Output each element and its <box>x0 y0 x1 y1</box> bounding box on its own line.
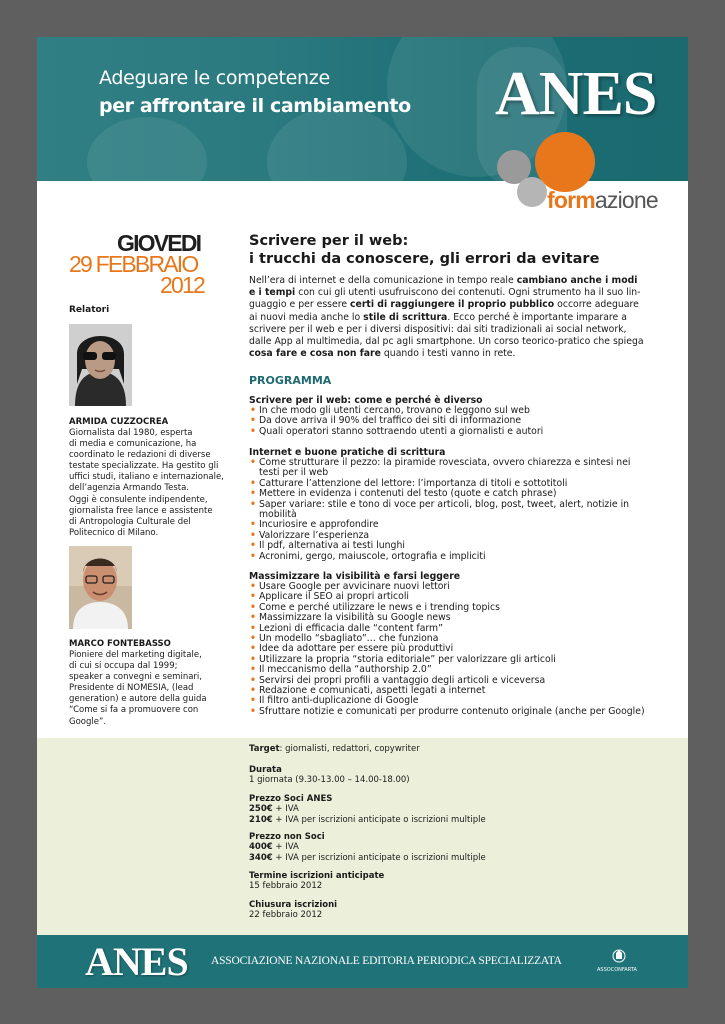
speaker-photo-marco <box>69 546 132 629</box>
nonsoci-price-2: 340€ <box>249 852 273 863</box>
list-item: • Incuriosire e approfondire <box>250 519 379 531</box>
section-heading: Massimizzare la visibilità e farsi leggere <box>249 571 461 582</box>
speaker-bio-line: giornalista free lance e assistente <box>69 505 213 516</box>
assoconfarta-logo <box>597 947 642 977</box>
speakers-heading: Relatori <box>69 305 110 315</box>
durata-info <box>249 765 410 786</box>
nonsoci-price-1: 400€ <box>249 842 273 853</box>
section-list <box>249 582 645 717</box>
list-item: • Il meccanismo della “authorship 2.0” <box>250 664 432 676</box>
list-item: • Servirsi dei propri profili a vantaggio degli articoli e viceversa <box>250 674 546 686</box>
banner-photo-shape <box>267 107 407 181</box>
bullet-icon: • <box>250 664 256 676</box>
list-item: • Un modello “sbagliato”… che funziona <box>250 633 439 645</box>
durata-value: 1 giornata (9.30-13.00 – 14.00-18.00) <box>249 775 410 786</box>
bullet-icon: • <box>250 591 256 603</box>
bullet-icon: • <box>250 405 256 416</box>
nonsoci-price-1-text: + IVA <box>272 842 299 853</box>
intro-line: scrivere per il web e per i diversi dispositivi: dai siti tradizionali ai social network, <box>249 323 627 335</box>
formazione-logo <box>547 187 658 214</box>
soci-price-info <box>249 794 486 825</box>
list-item: • Come strutturare il pezzo: la piramide rovesciata, ovvero chiarezza e sintesi nei <box>250 457 631 468</box>
speaker-bio-line: di Antropologia Culturale del <box>69 516 191 527</box>
speaker-bio-line: Giornalista dal 1980, esperta <box>69 428 193 438</box>
speaker-bio <box>69 428 244 539</box>
bullet-icon: • <box>250 653 256 665</box>
event-day: GIOVEDI <box>117 230 201 256</box>
bullet-icon: • <box>250 477 256 489</box>
event-year: 2012 <box>160 272 204 298</box>
chiusura-label: Chiusura iscrizioni <box>249 900 338 910</box>
bullet-icon: • <box>250 457 256 468</box>
assoconfarta-text: ASSOCONFARTA <box>597 967 637 973</box>
list-item: mobilità <box>259 509 297 521</box>
bullet-icon: • <box>250 540 256 552</box>
intro-line: Nell’era di internet e della comunicazione in tempo reale cambiano anche i modi <box>249 275 638 286</box>
list-item: • Massimizzare la visibilità su Google news <box>250 612 451 624</box>
header-tagline-line-1: Adeguare le competenze <box>99 67 330 89</box>
bullet-icon: • <box>250 529 256 541</box>
list-item: testi per il web <box>259 467 329 479</box>
intro-line: dalle App al multimedia, dal pc agli smartphone. Un corso teorico-pratico che spiega <box>249 336 644 348</box>
formazione-logo-form: form <box>547 187 595 213</box>
list-item: • Come e perché utilizzare le news e i trending topics <box>250 601 500 613</box>
speaker-photo-armida <box>69 324 132 406</box>
termine-info <box>249 871 384 892</box>
nonsoci-price-info <box>249 832 486 863</box>
anes-logo: ANES <box>495 60 657 128</box>
speaker-bio-line: coordinato le redazioni di diverse <box>69 450 211 461</box>
speaker-bio-line: di media e comunicazione, ha <box>69 439 197 450</box>
list-item: • Mettere in evidenza i contenuti del testo (quote e catch phrase) <box>250 488 557 500</box>
bullet-icon: • <box>250 622 256 634</box>
section-list <box>249 458 631 562</box>
list-item: • Saper variare: stile e tono di voce per articoli, blog, post, tweet, alert, notizie in <box>250 498 630 510</box>
intro-line: cosa fare e cosa non fare quando i testi vanno in rete. <box>249 348 516 360</box>
list-item: • Valorizzare l’esperienza <box>250 529 370 541</box>
termine-value: 15 febbraio 2012 <box>249 881 323 892</box>
list-item: • Sfruttare notizie e comunicati per produrre contenuto originale (anche per Google) <box>250 705 645 717</box>
list-item: • Quali operatori stanno sottraendo utenti a giornalisti e autori <box>250 425 544 437</box>
programma-heading: PROGRAMMA <box>249 374 332 387</box>
list-item: • Il filtro anti-duplicazione di Google <box>250 695 419 707</box>
list-item: • In che modo gli utenti cercano, trovano e leggono sul web <box>250 405 530 416</box>
speaker-bio-line: dell’agenzia Armando Testa. <box>69 483 189 494</box>
speaker-name: ARMIDA CUZZOCREA <box>69 417 169 427</box>
speaker-bio-line: Google”. <box>69 716 107 727</box>
soci-price-label: Prezzo Soci ANES <box>249 794 333 804</box>
soci-price-1: 250€ <box>249 804 273 815</box>
list-item: • Acronimi, gergo, maiuscole, ortografia e impliciti <box>250 550 486 562</box>
target-info <box>249 744 420 754</box>
speaker-name: MARCO FONTEBASSO <box>69 639 171 649</box>
list-item: • Utilizzare la propria “storia editoriale” per valorizzare gli articoli <box>250 653 556 665</box>
logo-circle-grey-small <box>517 177 547 207</box>
speaker-bio-line: generation) e autore della guida <box>69 694 207 705</box>
termine-label: Termine iscrizioni anticipate <box>249 871 385 881</box>
bullet-icon: • <box>250 415 256 427</box>
bullet-icon: • <box>250 695 256 707</box>
speaker-bio-line: “Come si fa a promuovere con <box>69 705 199 716</box>
list-item: • Applicare il SEO ai propri articoli <box>250 591 410 603</box>
list-item: • Lezioni di efficacia dalle “content farm” <box>250 622 443 634</box>
speaker-bio-line: Politecnico di Milano. <box>69 527 159 538</box>
soci-price-2-text: + IVA per iscrizioni anticipate o iscrizioni multiple <box>272 814 486 825</box>
course-intro <box>249 275 669 360</box>
list-item: • Il pdf, alternativa ai testi lunghi <box>250 540 405 552</box>
section-list <box>249 406 543 437</box>
soci-price-2: 210€ <box>249 814 273 825</box>
chiusura-value: 22 febbraio 2012 <box>249 910 323 921</box>
speaker-bio-line: di cui si occupa dal 1999; <box>69 661 178 672</box>
target-label: Target <box>249 744 280 754</box>
list-item: • Da dove arriva il 90% del traffico dei siti di informazione <box>250 415 522 427</box>
bullet-icon: • <box>250 550 256 562</box>
bullet-icon: • <box>250 425 256 437</box>
bullet-icon: • <box>250 705 256 717</box>
flyer-page <box>37 37 688 988</box>
header-tagline-line-2: per affrontare il cambiamento <box>99 95 411 117</box>
speaker-bio <box>69 650 244 728</box>
section-heading: Scrivere per il web: come e perché è diverso <box>249 395 483 406</box>
bullet-icon: • <box>250 633 256 645</box>
person-photo-icon <box>69 546 132 629</box>
list-item: • Idee da adottare per essere più produttivi <box>250 643 454 655</box>
event-date: 29 FEBBRAIO <box>69 251 198 277</box>
speaker-bio-line: uffici studi, italiano e internazionale, <box>69 472 224 483</box>
soci-price-1-text: + IVA <box>272 804 299 815</box>
emblem-icon <box>597 947 642 967</box>
bullet-icon: • <box>250 488 256 500</box>
footer-association-name: ASSOCIAZIONE NAZIONALE EDITORIA PERIODICA SPECIALIZZATA <box>211 955 562 967</box>
bullet-icon: • <box>250 685 256 697</box>
list-item: • Usare Google per avvicinare nuovi lettori <box>250 581 450 592</box>
person-photo-icon <box>69 324 132 406</box>
footer-anes-logo: ANES <box>85 939 188 984</box>
chiusura-info <box>249 900 337 921</box>
speaker-bio-line: Oggi è consulente indipendente, <box>69 494 208 505</box>
course-title-line-1: Scrivere per il web: <box>249 233 409 249</box>
footer-bar <box>37 935 688 988</box>
nonsoci-price-2-text: + IVA per iscrizioni anticipate o iscrizioni multiple <box>272 852 486 863</box>
course-title-line-2: i trucchi da conoscere, gli errori da evitare <box>249 251 600 267</box>
bullet-icon: • <box>250 498 256 510</box>
section-heading: Internet e buone pratiche di scrittura <box>249 447 446 458</box>
speaker-bio-line: testate specializzate. Ha gestito gli <box>69 461 219 472</box>
speaker-bio-line: Pioniere del marketing digitale, <box>69 650 202 660</box>
list-item: • Redazione e comunicati, aspetti legati a internet <box>250 685 486 697</box>
course-title <box>249 232 599 268</box>
speaker-bio-line: Presidente di NOMESIA, (lead <box>69 683 194 694</box>
bullet-icon: • <box>250 612 256 624</box>
speaker-bio-line: speaker a convegni e seminari, <box>69 672 202 683</box>
bullet-icon: • <box>250 674 256 686</box>
banner-photo-shape <box>87 117 207 181</box>
bullet-icon: • <box>250 581 256 592</box>
intro-line: ai nuovi media anche lo stile di scrittura. Ecco perché è importante imparare a <box>249 311 627 323</box>
bullet-icon: • <box>250 519 256 531</box>
intro-line: guaggio e per essere certi di raggiungere il proprio pubblico occorre adeguare <box>249 299 639 311</box>
target-value: : giornalisti, redattori, copywriter <box>279 744 420 754</box>
bullet-icon: • <box>250 643 256 655</box>
nonsoci-price-label: Prezzo non Soci <box>249 832 325 842</box>
durata-label: Durata <box>249 765 282 775</box>
list-item: • Catturare l’attenzione del lettore: l’importanza di titoli e sottotitoli <box>250 477 568 489</box>
intro-line: e i tempi con cui gli utenti usufruiscono dei contenuti. Ogni strumento ha il suo lin- <box>249 287 641 299</box>
formazione-logo-azione: azione <box>594 187 658 213</box>
bullet-icon: • <box>250 601 256 613</box>
